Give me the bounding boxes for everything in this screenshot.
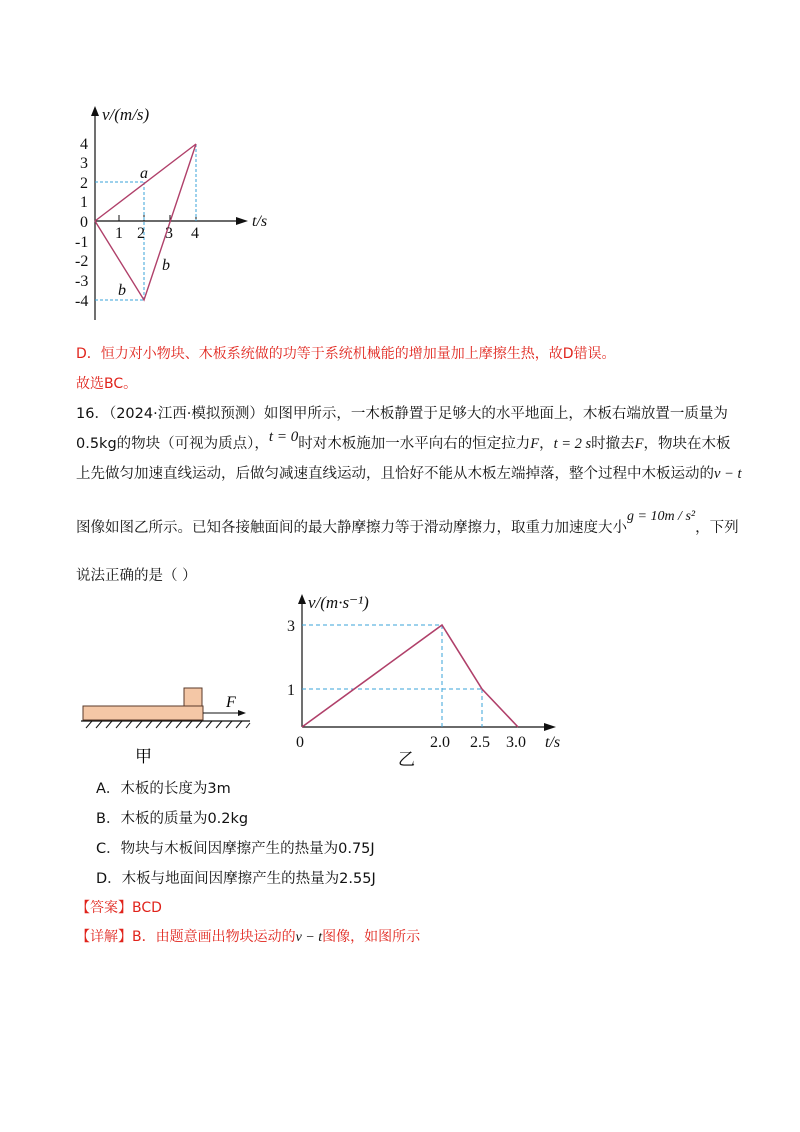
- option-b[interactable]: B．木板的质量为0.2kg: [96, 811, 249, 827]
- x-tick-label: 4: [191, 225, 199, 242]
- ylabel: v/(m/s): [102, 105, 150, 124]
- text-span: 图像如图乙所示。已知各接触面间的最大静摩擦力等于滑动摩擦力，取重力加速度大小: [76, 520, 627, 536]
- ylabel: v/(m·s⁻¹): [308, 593, 369, 612]
- y-axis-arrow: [298, 594, 306, 604]
- y-tick-label: 1: [287, 682, 295, 699]
- q16-line-2: [76, 429, 731, 454]
- text-span: ，下列: [695, 520, 739, 536]
- board-vt-curve: [302, 625, 518, 727]
- text-span: 时撤去: [591, 436, 635, 452]
- math-F: F: [634, 436, 644, 452]
- xlabel: t/s: [545, 734, 561, 751]
- answer-line: 【答案】BCD: [76, 900, 162, 916]
- y-tick-label: 3: [80, 155, 88, 172]
- y-tick-label: 4: [80, 136, 88, 153]
- text-span: ，物块在木板: [643, 436, 731, 452]
- text-span: 【详解】B．由题意画出物块运动的: [76, 929, 296, 945]
- x-tick-label: 3.0: [506, 734, 526, 751]
- small-block: [184, 688, 202, 706]
- text-span: ，: [539, 436, 554, 452]
- y-tick-label: 2: [80, 175, 88, 192]
- label-b: b: [162, 257, 170, 274]
- text-span: 上先做匀加速直线运动，后做匀减速直线运动，且恰好不能从木板左端掉落，整个过程中木板运动的: [76, 466, 714, 482]
- vt-graph-2-svg: [280, 590, 580, 770]
- text-span: 图像，如图所示: [322, 929, 421, 945]
- x-axis-arrow: [544, 723, 556, 731]
- ground-hatching: [86, 721, 250, 728]
- x-tick-label: 1: [115, 225, 123, 242]
- math-g: g = 10m / s²: [627, 509, 696, 524]
- option-d[interactable]: D．木板与地面间因摩擦产生的热量为2.55J: [96, 871, 376, 887]
- solution-line-d: D．恒力对小物块、木板系统做的功等于系统机械能的增加量加上摩擦生热，故D错误。: [76, 346, 616, 362]
- math-vt: v − t: [295, 930, 323, 945]
- option-a[interactable]: A．木板的长度为3m: [96, 781, 231, 797]
- x-tick-label: 2.0: [430, 734, 450, 751]
- y-tick-label: -1: [75, 234, 89, 251]
- math-t0: t = 0: [268, 429, 299, 445]
- option-c[interactable]: C．物块与木板间因摩擦产生的热量为0.75J: [96, 841, 375, 857]
- vt-graph-1: [70, 100, 270, 325]
- y-tick-label: 3: [287, 618, 295, 635]
- figure-jia: [78, 680, 258, 770]
- solution-conclusion: 故选BC。: [76, 376, 138, 392]
- y-axis-arrow: [91, 106, 99, 116]
- text-span: 时对木板施加一水平向右的恒定拉力: [298, 436, 531, 452]
- x-tick-label: 0: [296, 734, 304, 751]
- x-tick-label: 2: [137, 225, 145, 242]
- force-label: F: [226, 694, 236, 711]
- q16-line-3: [76, 464, 742, 484]
- y-tick-label: -3: [75, 273, 89, 290]
- y-tick-label: -4: [75, 293, 89, 310]
- q16-line-4: [76, 509, 739, 539]
- y-tick-label: 0: [80, 214, 88, 231]
- label-a: a: [140, 165, 148, 182]
- text-span: 0.5kg的物块（可视为质点），: [76, 436, 269, 452]
- vt-graph-1-svg: [70, 100, 270, 325]
- x-tick-label: 2.5: [470, 734, 490, 751]
- vt-graph-2: [280, 590, 580, 770]
- y-tick-label: -2: [75, 253, 89, 270]
- q16-line-5: 说法正确的是（ ）: [76, 568, 197, 584]
- math-t2: t = 2 s: [553, 436, 592, 452]
- caption-yi: 乙: [398, 750, 415, 769]
- x-tick-label: 3: [165, 225, 173, 242]
- q16-line-1: 16．（2024·江西·模拟预测）如图甲所示，一木板静置于足够大的水平地面上，木板右端放置一质量为: [76, 406, 728, 422]
- detail-line: [76, 926, 420, 946]
- caption-jia: 甲: [135, 747, 152, 767]
- xlabel: t/s: [252, 213, 268, 230]
- board: [83, 706, 203, 720]
- force-arrowhead: [238, 710, 246, 716]
- label-b: b: [118, 282, 126, 299]
- x-axis-arrow: [236, 217, 248, 225]
- math-vt: v − t: [714, 466, 742, 482]
- math-F: F: [530, 436, 540, 452]
- y-tick-label: 1: [80, 194, 88, 211]
- figure-jia-svg: [78, 680, 258, 770]
